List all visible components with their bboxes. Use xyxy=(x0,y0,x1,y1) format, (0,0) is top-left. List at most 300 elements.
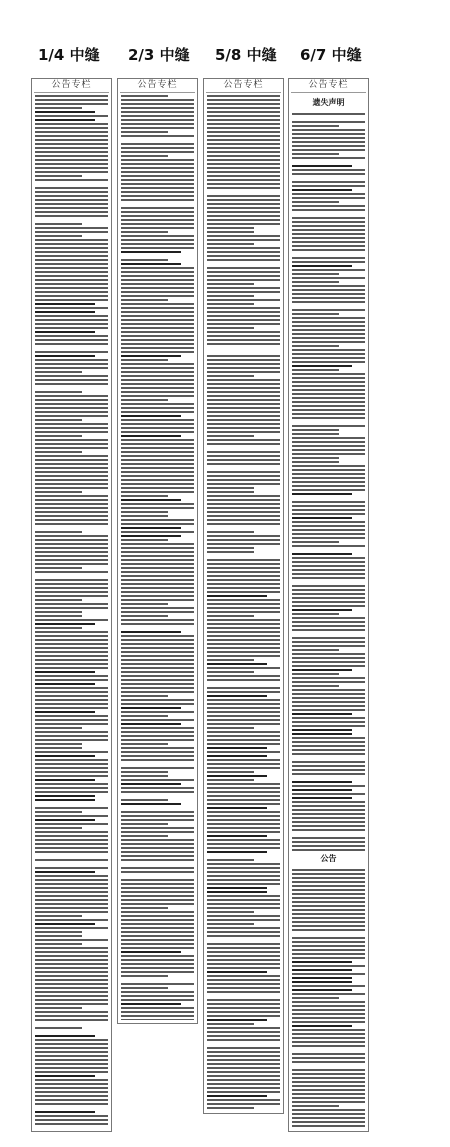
text-line xyxy=(207,679,280,681)
text-line xyxy=(292,1121,365,1123)
text-line xyxy=(292,729,352,731)
text-line xyxy=(121,519,194,521)
text-line xyxy=(35,459,108,461)
text-line xyxy=(292,609,352,611)
text-line xyxy=(35,775,108,777)
text-line xyxy=(121,323,194,325)
text-line xyxy=(292,473,365,475)
text-line xyxy=(292,337,365,339)
text-line xyxy=(35,939,108,941)
text-line xyxy=(207,1091,280,1093)
text-line xyxy=(292,737,365,739)
text-line xyxy=(292,877,365,879)
text-line xyxy=(292,1117,365,1119)
text-line xyxy=(292,637,365,639)
text-line xyxy=(292,273,339,275)
text-line xyxy=(292,477,365,479)
text-line xyxy=(292,705,365,707)
text-line xyxy=(207,1035,280,1037)
text-line xyxy=(292,769,365,771)
text-line xyxy=(207,771,254,773)
text-line xyxy=(121,271,194,273)
text-line xyxy=(121,975,168,977)
text-line xyxy=(35,731,108,733)
text-line xyxy=(121,1019,194,1020)
text-line xyxy=(207,463,280,465)
text-line xyxy=(35,895,108,897)
text-line xyxy=(207,639,280,641)
text-line xyxy=(292,1045,365,1047)
text-line xyxy=(121,955,194,957)
text-line xyxy=(121,319,194,321)
text-line xyxy=(207,823,280,825)
text-line xyxy=(207,1063,280,1065)
text-line xyxy=(292,401,365,403)
text-line xyxy=(35,811,82,813)
text-line xyxy=(35,859,108,861)
text-line xyxy=(292,629,365,631)
text-line xyxy=(207,303,254,305)
text-line xyxy=(207,419,280,421)
text-line xyxy=(292,681,365,683)
text-line xyxy=(121,663,194,665)
text-line xyxy=(292,733,352,735)
text-line xyxy=(35,107,82,109)
text-line xyxy=(35,695,108,697)
text-line xyxy=(121,335,194,337)
text-line xyxy=(121,899,194,901)
text-line xyxy=(35,295,108,297)
text-line xyxy=(35,663,108,665)
text-line xyxy=(207,779,254,781)
text-line xyxy=(35,1011,108,1013)
text-line xyxy=(35,399,108,401)
text-line xyxy=(292,193,365,195)
text-line xyxy=(121,847,194,849)
text-line xyxy=(121,827,194,829)
text-line xyxy=(292,917,365,919)
text-line xyxy=(35,355,95,357)
text-line xyxy=(35,127,108,129)
text-line xyxy=(35,627,82,629)
text-line xyxy=(207,491,254,493)
text-line xyxy=(292,157,365,159)
text-line xyxy=(292,801,365,803)
text-line xyxy=(121,971,194,973)
text-line xyxy=(292,441,365,443)
text-line xyxy=(292,285,365,287)
text-line xyxy=(207,507,280,509)
text-line xyxy=(292,341,365,343)
text-line xyxy=(207,587,280,589)
text-line xyxy=(121,555,194,557)
text-line xyxy=(207,299,280,301)
text-line xyxy=(207,699,280,701)
text-line xyxy=(121,687,194,689)
text-line xyxy=(207,575,280,577)
text-line xyxy=(35,615,82,617)
text-line xyxy=(207,515,280,517)
text-line xyxy=(207,819,280,821)
text-line xyxy=(292,369,339,371)
text-line xyxy=(292,669,352,671)
text-line xyxy=(35,995,108,997)
text-line xyxy=(292,745,365,747)
text-line xyxy=(207,947,280,949)
text-line xyxy=(121,619,194,621)
text-line xyxy=(207,963,280,965)
text-line xyxy=(292,597,365,599)
text-line xyxy=(207,1027,280,1029)
text-line xyxy=(35,851,108,853)
text-line xyxy=(207,851,267,853)
text-line xyxy=(121,419,194,421)
text-line xyxy=(207,1095,267,1097)
text-line xyxy=(207,403,280,405)
text-line xyxy=(292,1085,365,1087)
text-line xyxy=(292,221,365,223)
text-line xyxy=(292,385,365,387)
text-line xyxy=(207,511,280,513)
text-line xyxy=(207,439,280,441)
text-line xyxy=(207,503,280,505)
text-line xyxy=(35,763,108,765)
text-line xyxy=(207,319,280,321)
text-line xyxy=(207,423,280,425)
text-line xyxy=(35,715,108,717)
text-line xyxy=(121,119,194,121)
text-line xyxy=(121,307,194,309)
text-line xyxy=(292,205,365,207)
text-line xyxy=(207,115,280,117)
text-line xyxy=(207,603,280,605)
text-line xyxy=(121,651,194,653)
text-line xyxy=(35,287,108,289)
text-line xyxy=(292,641,365,643)
text-line xyxy=(207,451,280,453)
text-line xyxy=(207,727,254,729)
text-line xyxy=(207,479,280,481)
text-line xyxy=(35,227,108,229)
text-line xyxy=(35,675,108,677)
text-line xyxy=(292,437,365,439)
text-line xyxy=(207,767,280,769)
text-line xyxy=(292,353,365,355)
column-text-block xyxy=(35,95,108,1128)
text-line xyxy=(292,277,365,279)
column-header: 公告专栏 xyxy=(206,79,281,93)
text-line xyxy=(207,651,280,653)
text-line xyxy=(292,297,365,299)
text-line xyxy=(121,283,194,285)
text-line xyxy=(207,167,280,169)
text-line xyxy=(35,647,108,649)
text-line xyxy=(121,755,194,757)
text-line xyxy=(292,1125,365,1127)
text-line xyxy=(292,317,365,319)
text-line xyxy=(35,359,108,361)
text-line xyxy=(35,931,82,933)
text-line xyxy=(121,659,194,661)
text-line xyxy=(121,671,194,673)
text-line xyxy=(121,171,194,173)
column-header: 公告专栏 xyxy=(291,79,366,93)
text-line xyxy=(207,379,280,381)
text-line xyxy=(35,543,108,545)
text-line xyxy=(121,219,194,221)
text-line xyxy=(35,767,108,769)
text-line xyxy=(121,151,194,153)
text-line xyxy=(121,655,194,657)
text-line xyxy=(292,429,339,431)
text-line xyxy=(121,999,194,1001)
text-line xyxy=(207,607,280,609)
text-line xyxy=(35,383,108,385)
text-line xyxy=(292,173,365,175)
text-line xyxy=(35,443,108,445)
text-line xyxy=(35,935,82,937)
text-line xyxy=(292,825,365,827)
text-line xyxy=(121,511,168,513)
text-line xyxy=(292,501,365,503)
text-line xyxy=(292,793,365,795)
text-line xyxy=(121,643,194,645)
text-line xyxy=(207,215,280,217)
text-line xyxy=(35,815,108,817)
text-line xyxy=(121,579,194,581)
text-line xyxy=(121,179,194,181)
text-line xyxy=(121,775,168,777)
text-line xyxy=(292,561,365,563)
text-line xyxy=(292,189,352,191)
text-line xyxy=(292,409,365,411)
text-line xyxy=(35,639,108,641)
text-line xyxy=(121,331,194,333)
text-line xyxy=(207,387,280,389)
text-line xyxy=(207,907,280,909)
text-line xyxy=(35,891,108,893)
text-line xyxy=(121,791,194,793)
text-line xyxy=(121,611,194,613)
text-line xyxy=(35,799,95,801)
text-line xyxy=(35,251,108,253)
text-line xyxy=(35,211,108,213)
text-line xyxy=(292,445,365,447)
text-line xyxy=(207,627,280,629)
text-line xyxy=(207,95,280,97)
text-line xyxy=(35,599,82,601)
text-line xyxy=(292,1089,365,1091)
text-line xyxy=(207,895,280,897)
text-line xyxy=(35,547,108,549)
text-line xyxy=(292,269,365,271)
column-header: 公告专栏 xyxy=(34,79,109,93)
text-line xyxy=(292,1053,365,1055)
text-line xyxy=(35,959,108,961)
text-line xyxy=(207,599,280,601)
text-line xyxy=(121,371,194,373)
text-line xyxy=(207,687,280,689)
text-line xyxy=(121,911,194,913)
text-line xyxy=(207,591,280,593)
text-line xyxy=(207,411,280,413)
text-line xyxy=(121,491,194,493)
text-line xyxy=(292,225,365,227)
text-line xyxy=(292,381,365,383)
text-line xyxy=(207,151,280,153)
text-line xyxy=(121,483,194,485)
text-line xyxy=(121,295,194,297)
text-line xyxy=(207,899,280,901)
text-line xyxy=(121,635,194,637)
text-line xyxy=(207,663,267,665)
text-line xyxy=(35,955,108,957)
text-line xyxy=(207,427,280,429)
text-line xyxy=(292,417,365,419)
text-line xyxy=(121,115,194,117)
text-line xyxy=(292,617,365,619)
text-line xyxy=(292,201,339,203)
text-line xyxy=(292,981,352,983)
text-line xyxy=(35,431,108,433)
text-line xyxy=(207,103,280,105)
text-line xyxy=(35,991,108,993)
text-line xyxy=(207,723,280,725)
text-line xyxy=(35,1039,108,1041)
text-line xyxy=(121,527,181,529)
text-line xyxy=(207,875,280,877)
text-line xyxy=(35,1123,108,1125)
text-line xyxy=(121,839,194,841)
text-line xyxy=(35,275,108,277)
text-line xyxy=(292,869,365,871)
text-line xyxy=(207,543,280,545)
text-line xyxy=(35,203,108,205)
text-line xyxy=(35,1115,108,1117)
text-line xyxy=(121,363,194,365)
text-line xyxy=(35,511,108,513)
text-line xyxy=(292,741,365,743)
text-line xyxy=(207,367,280,369)
text-line xyxy=(207,243,254,245)
text-line xyxy=(35,507,108,509)
text-line xyxy=(207,443,280,445)
text-line xyxy=(292,817,365,819)
text-line xyxy=(121,871,194,873)
text-line xyxy=(207,579,280,581)
text-line xyxy=(207,867,280,869)
text-line xyxy=(207,595,267,597)
text-line xyxy=(292,765,365,767)
text-line xyxy=(292,333,365,335)
text-line xyxy=(207,563,280,565)
text-line xyxy=(35,875,108,877)
text-line xyxy=(207,275,280,277)
text-line xyxy=(292,673,339,675)
text-line xyxy=(292,665,365,667)
text-line xyxy=(35,319,108,321)
text-line xyxy=(35,1063,108,1065)
text-line xyxy=(292,517,352,519)
text-line xyxy=(121,967,194,969)
text-line xyxy=(207,583,280,585)
text-line xyxy=(121,95,168,97)
text-line xyxy=(121,903,194,905)
text-line xyxy=(292,973,365,975)
text-line xyxy=(35,747,82,749)
text-line xyxy=(207,195,280,197)
text-line xyxy=(121,739,194,741)
text-line xyxy=(292,921,365,923)
text-line xyxy=(35,195,108,197)
text-line xyxy=(207,703,280,705)
text-line xyxy=(207,455,280,457)
text-line xyxy=(292,573,365,575)
text-line xyxy=(35,199,108,201)
text-line xyxy=(292,217,365,219)
text-line xyxy=(35,1119,108,1121)
text-line xyxy=(121,719,194,721)
text-line xyxy=(121,499,181,501)
text-line xyxy=(207,631,280,633)
text-line xyxy=(35,571,108,573)
text-line xyxy=(207,135,280,137)
text-line xyxy=(207,871,280,873)
text-line xyxy=(121,1007,194,1009)
text-line xyxy=(35,191,108,193)
text-line xyxy=(292,701,365,703)
text-line xyxy=(207,307,280,309)
text-line xyxy=(207,795,280,797)
text-line xyxy=(121,963,194,965)
text-line xyxy=(292,373,365,375)
text-line xyxy=(121,959,194,961)
text-line xyxy=(292,453,365,455)
text-line xyxy=(207,111,280,113)
text-line xyxy=(121,507,194,509)
text-line xyxy=(121,447,194,449)
text-line xyxy=(292,993,365,995)
text-line xyxy=(207,119,280,121)
text-line xyxy=(292,493,352,495)
text-line xyxy=(207,1019,267,1021)
text-line xyxy=(292,197,365,199)
text-line xyxy=(292,365,352,367)
text-line xyxy=(35,171,108,173)
text-line xyxy=(35,111,95,113)
text-line xyxy=(207,159,280,161)
text-line xyxy=(121,275,194,277)
text-line xyxy=(35,379,108,381)
text-line xyxy=(207,287,280,289)
text-line xyxy=(292,545,365,547)
text-line xyxy=(207,435,254,437)
text-line xyxy=(292,989,352,991)
text-line xyxy=(292,957,365,959)
text-line xyxy=(207,843,280,845)
text-line xyxy=(35,1079,108,1081)
text-line xyxy=(292,509,365,511)
text-line xyxy=(121,303,194,305)
text-line xyxy=(207,971,267,973)
text-line xyxy=(35,999,108,1001)
text-line xyxy=(207,751,280,753)
text-line xyxy=(207,99,280,101)
text-line xyxy=(35,423,108,425)
text-line xyxy=(35,135,108,137)
text-line xyxy=(207,999,280,1001)
text-line xyxy=(207,883,280,885)
